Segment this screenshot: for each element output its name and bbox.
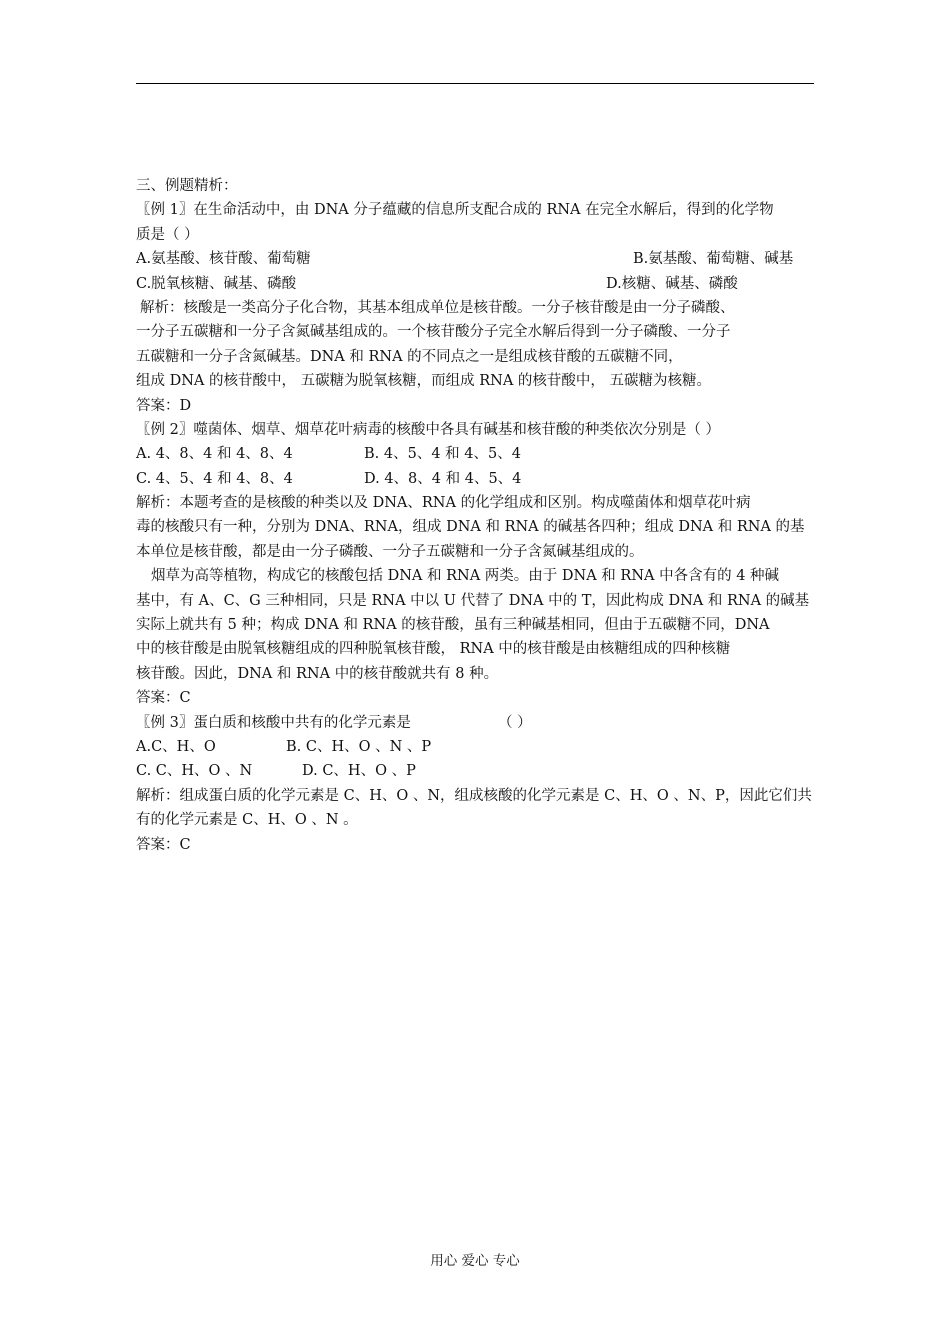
header-rule [136, 83, 814, 84]
ex1-option-d: D.核糖、碱基、磷酸 [606, 275, 738, 292]
ex1-answer: 答案：D [136, 397, 192, 414]
ex1-question-line1: 〖例 1〗在生命活动中，由 DNA 分子蕴藏的信息所支配合成的 RNA 在完全水解后，得到的化学物 [136, 202, 774, 219]
ex2-option-c: C. 4、5、4 和 4、8、4 [136, 470, 293, 487]
ex1-question-line2: 质是（ ） [136, 226, 199, 243]
ex2-answer: 答案：C [136, 690, 191, 707]
ex2-options-row1 [136, 442, 816, 466]
ex2-analysis-line: 中的核苷酸是由脱氧核糖组成的四种脱氧核苷酸， RNA 中的核苷酸是由核糖组成的四种核糖 [136, 641, 731, 658]
ex2-option-d: D. 4、8、4 和 4、5、4 [364, 470, 522, 487]
ex1-analysis-line: 一分子五碳糖和一分子含氮碱基组成的。一个核苷酸分子完全水解后得到一分子磷酸、一分子 [136, 324, 731, 341]
ex3-option-c: C. C、H、O 、N [136, 763, 253, 780]
ex2-analysis-line: 毒的核酸只有一种，分别为 DNA、RNA，组成 DNA 和 RNA 的碱基各四种；组成 DNA 和 RNA 的基 [136, 519, 805, 536]
ex1-analysis-line: 组成 DNA 的核苷酸中， 五碳糖为脱氧核糖，而组成 RNA 的核苷酸中， 五碳糖为核糖。 [136, 373, 712, 390]
ex2-analysis-line: 烟草为高等植物，构成它的核酸包括 DNA 和 RNA 两类。由于 DNA 和 RNA 中各含有的 4 种碱 [151, 568, 780, 585]
ex3-answer: 答案：C [136, 836, 191, 853]
ex3-option-a: A.C、H、O [136, 738, 216, 755]
section-title: 三、例题精析： [136, 178, 238, 194]
ex1-options-row1 [136, 247, 816, 271]
ex3-answer-paren: （ ） [498, 714, 532, 731]
ex2-question: 〖例 2〗噬菌体、烟草、烟草花叶病毒的核酸中各具有碱基和核苷酸的种类依次分别是（ ） [136, 421, 720, 438]
ex1-option-a: A.氨基酸、核苷酸、葡萄糖 [136, 251, 311, 268]
ex2-option-a: A. 4、8、4 和 4、8、4 [136, 446, 293, 463]
ex1-option-b: B.氨基酸、葡萄糖、碱基 [633, 251, 794, 268]
ex3-option-b: B. C、H、O 、N 、P [286, 738, 432, 755]
ex1-options-row2 [136, 272, 816, 296]
ex3-question: 〖例 3〗蛋白质和核酸中共有的化学元素是 [136, 714, 411, 731]
ex2-options-row2 [136, 467, 816, 491]
page-footer: 用心 爱心 专心 [430, 1253, 520, 1269]
document-body [136, 174, 816, 857]
ex2-analysis-line: 本单位是核苷酸，都是由一分子磷酸、一分子五碳糖和一分子含氮碱基组成的。 [136, 543, 644, 560]
ex1-option-c: C.脱氧核糖、碱基、磷酸 [136, 275, 297, 292]
ex3-option-d: D. C、H、O 、P [302, 763, 416, 780]
ex3-analysis-line: 解析：组成蛋白质的化学元素是 C、H、O 、N，组成核酸的化学元素是 C、H、O 、N、P，因此它们共 [136, 787, 812, 804]
ex1-analysis-line: 解析：核酸是一类高分子化合物，其基本组成单位是核苷酸。一分子核苷酸是由一分子磷酸、 [140, 299, 735, 316]
ex2-option-b: B. 4、5、4 和 4、5、4 [364, 446, 521, 463]
ex2-analysis-line: 实际上就共有 5 种；构成 DNA 和 RNA 的核苷酸，虽有三种碱基相同，但由于五碳糖不同，DNA [136, 617, 770, 634]
ex1-analysis-line: 五碳糖和一分子含氮碱基。DNA 和 RNA 的不同点之一是组成核苷酸的五碳糖不同， [136, 348, 683, 365]
ex2-analysis-line: 核苷酸。因此，DNA 和 RNA 中的核苷酸就共有 8 种。 [136, 665, 499, 682]
ex2-analysis-line: 解析：本题考查的是核酸的种类以及 DNA、RNA 的化学组成和区别。构成噬菌体和烟草花叶病 [136, 495, 751, 512]
ex2-analysis-line: 基中，有 A、C、G 三种相同，只是 RNA 中以 U 代替了 DNA 中的 T，因此构成 DNA 和 RNA 的碱基 [136, 592, 810, 609]
ex3-options-row2 [136, 759, 816, 783]
ex3-options-row1 [136, 735, 816, 759]
ex3-analysis-line: 有的化学元素是 C、H、O 、N 。 [136, 812, 358, 829]
ex3-question-row [136, 711, 816, 735]
